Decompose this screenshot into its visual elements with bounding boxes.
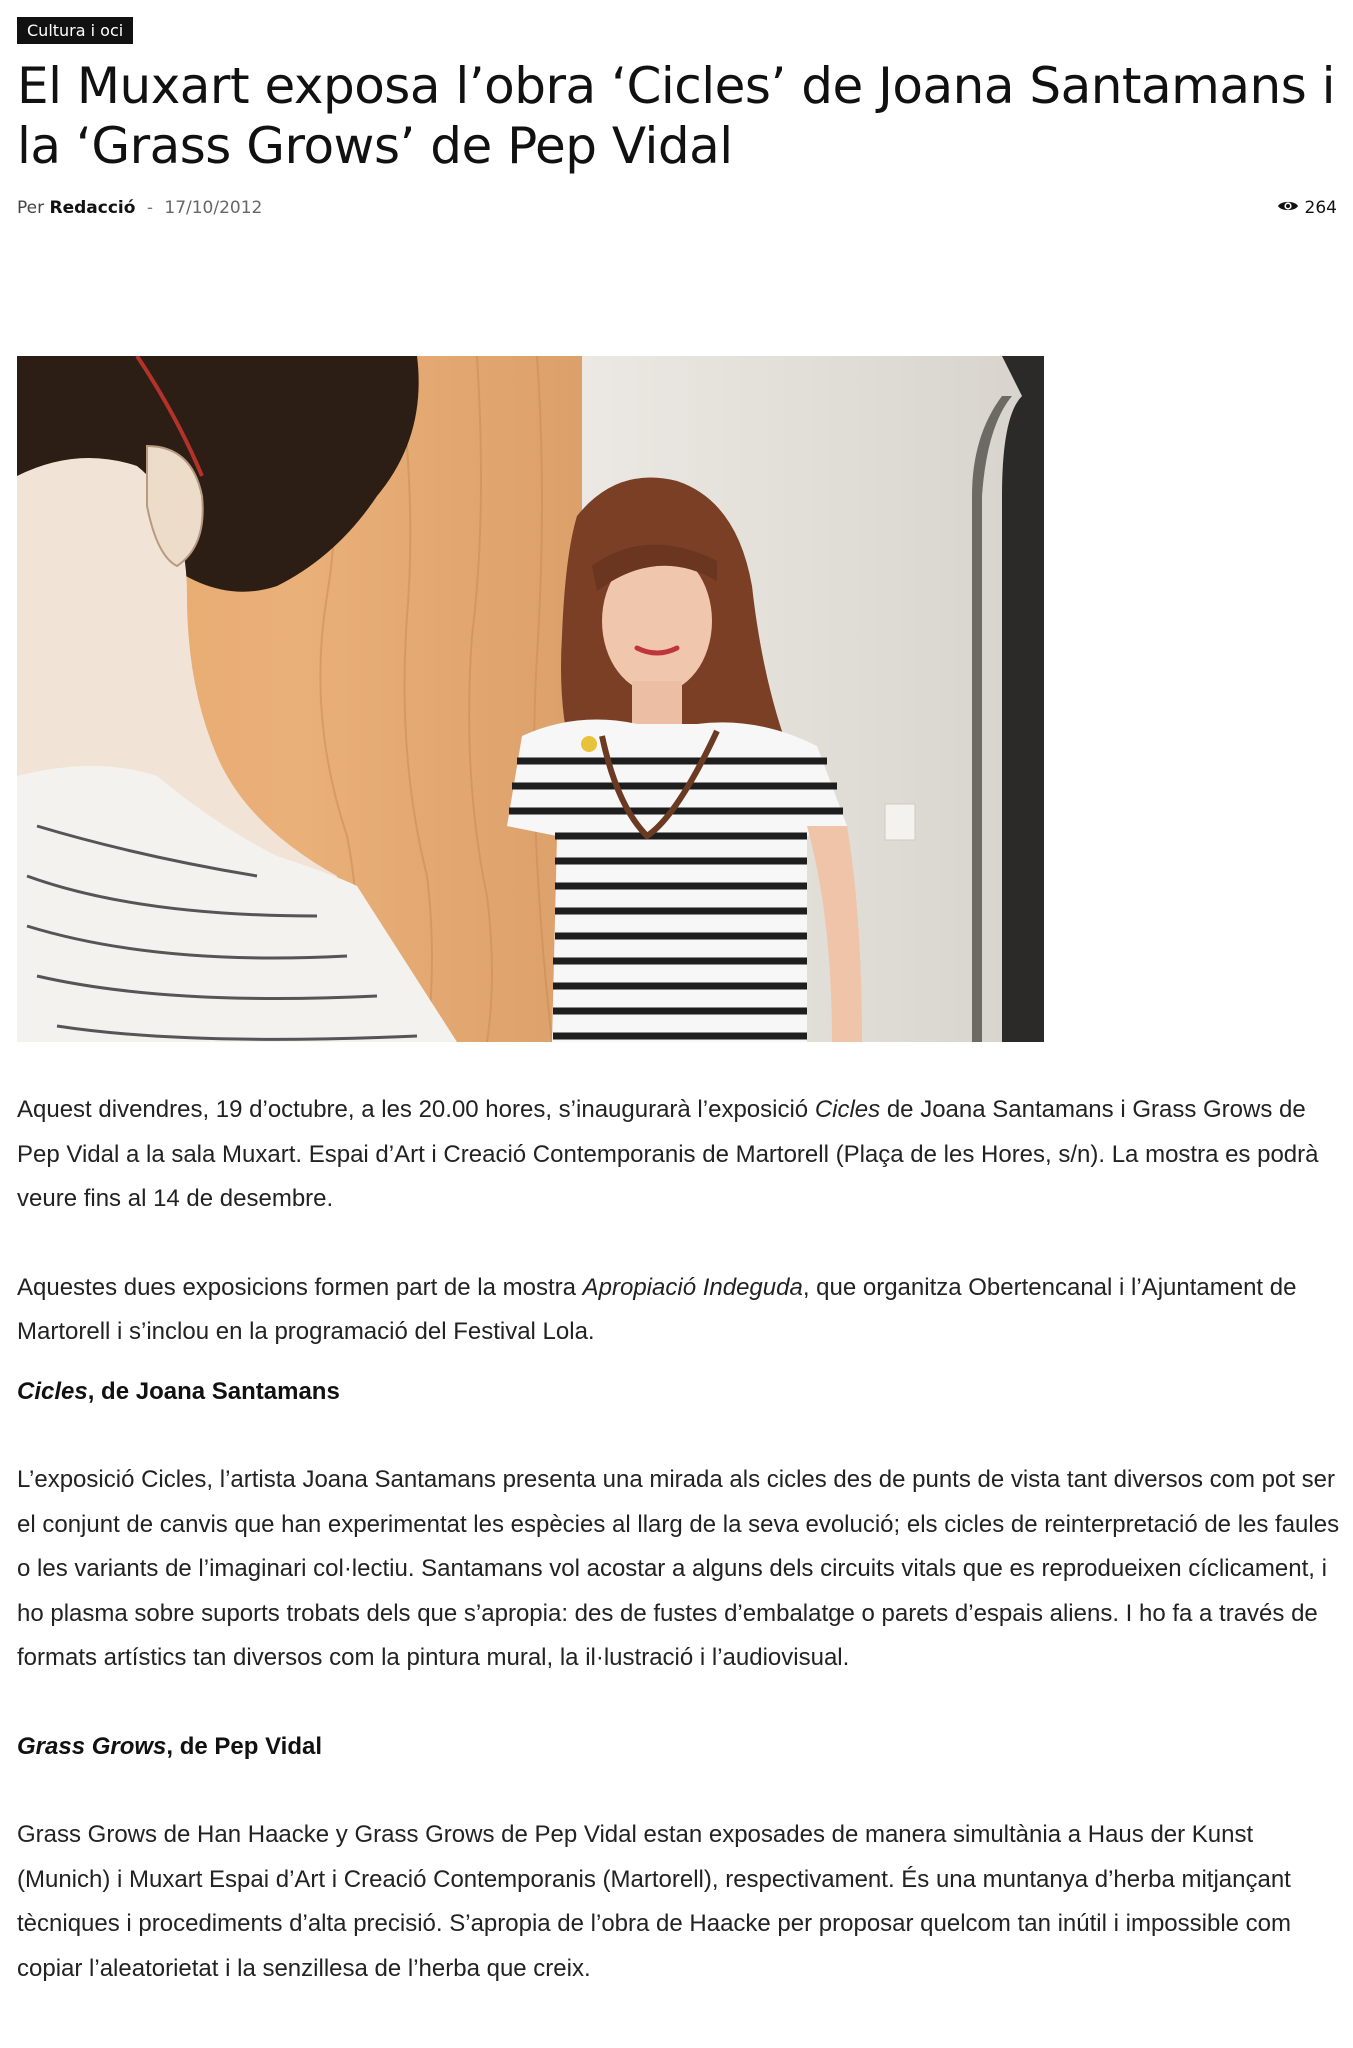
author-link[interactable]: Redacció bbox=[49, 198, 136, 218]
meta-separator: - bbox=[146, 198, 153, 218]
section-heading-grass-grows: Grass Grows, de Pep Vidal bbox=[17, 1732, 323, 1760]
section-heading-cicles: Cicles, de Joana Santamans bbox=[17, 1377, 340, 1405]
article-title: El Muxart exposa l’obra ‘Cicles’ de Joana Santamans i la ‘Grass Grows’ de Pep Vidal bbox=[17, 57, 1336, 175]
paragraph: L’exposició Cicles, l’artista Joana Santamans presenta una mirada als cicles des de punts de vista tant diversos com pot ser el conjunt de canvis que han experimentat les espècies al llarg de la seva evolució; els cicles de reinterpretació de les faules o les variants de l’imaginari col·lectiu. Santamans vol acostar a alguns dels circuits vitals que es reprodueixen cíclicament, i ho plasma sobre suports trobats dels que s’apropia: des de fustes d’embalatge o parets d’espais aliens. I ho fa a través de formats artístics tan diversos com la pintura mural, la il·lustració i l’audiovisual. bbox=[17, 1466, 1340, 1671]
paragraph: Aquest divendres, 19 d’octubre, a les 20.00 hores, s’inaugurarà l’exposició Cicles de Joana Santamans i Grass Grows de Pep Vidal a la sala Muxart. Espai d’Art i Creació Contemporanis de Martorell (Plaça de les Hores, s/n). La mostra es podrà veure fins al 14 de desembre. bbox=[17, 1096, 1319, 1212]
article-body bbox=[17, 1088, 1342, 1991]
paragraph: Aquestes dues exposicions formen part de la mostra Apropiació Indeguda, que organitza Obertencanal i l’Ajuntament de Martorell i s’inclou en la programació del Festival Lola. bbox=[17, 1273, 1297, 1345]
article-meta bbox=[17, 196, 262, 220]
category-tag[interactable]: Cultura i oci bbox=[17, 17, 133, 44]
paragraph: Grass Grows de Han Haacke y Grass Grows de Pep Vidal estan exposades de manera simultània a Haus der Kunst (Munich) i Muxart Espai d’Art i Creació Contemporanis (Martorell), respectivament. És una muntanya d’herba mitjançant tècniques i procediments d’alta precisió. S’apropia de l’obra de Haacke per proposar quelcom tan inútil i impossible com copiar l’aleatorietat i la senzillesa de l’herba que creix. bbox=[17, 1821, 1292, 1982]
article-photo bbox=[17, 356, 1044, 1042]
by-prefix: Per bbox=[17, 198, 45, 218]
view-count: 264 bbox=[1304, 198, 1337, 218]
publish-date: 17/10/2012 bbox=[164, 198, 263, 218]
view-counter bbox=[1277, 196, 1337, 220]
eye-icon bbox=[1277, 196, 1299, 220]
